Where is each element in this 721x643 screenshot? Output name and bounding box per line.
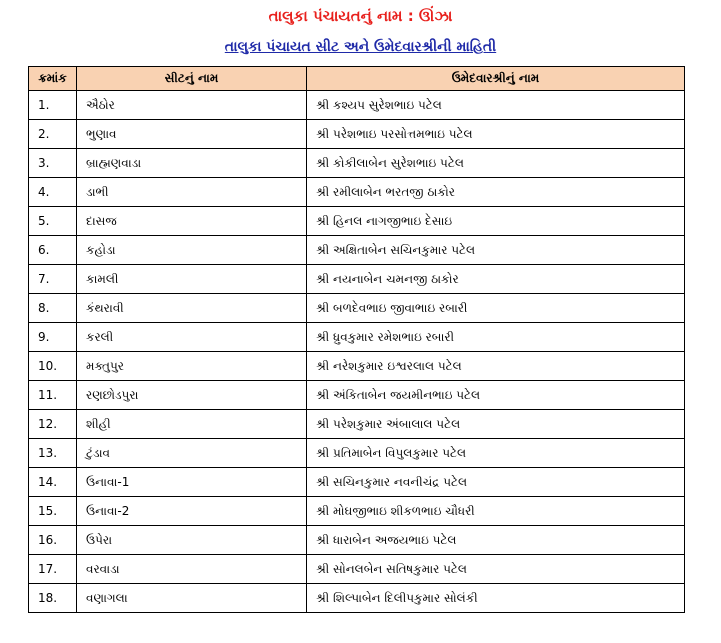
seat-cell: બ્રાહ્મણવાડા <box>77 149 307 178</box>
table-row <box>29 294 685 323</box>
table-body <box>29 91 685 613</box>
seat-cell: ટુંડાવ <box>77 439 307 468</box>
serial-cell: 2. <box>29 120 77 149</box>
table-row <box>29 352 685 381</box>
seat-cell: શીહી <box>77 410 307 439</box>
table-row <box>29 439 685 468</box>
table-row <box>29 584 685 613</box>
serial-cell: 16. <box>29 526 77 555</box>
table-header-row <box>29 67 685 91</box>
table-row <box>29 207 685 236</box>
table-row <box>29 497 685 526</box>
candidate-cell: શ્રી અંકિતાબેન જયમીનભાઇ પટેલ <box>307 381 685 410</box>
serial-cell: 6. <box>29 236 77 265</box>
page-title: તાલુકા પંચાયતનું નામ : ઊંઝા <box>268 7 453 25</box>
serial-cell: 12. <box>29 410 77 439</box>
seat-cell: ઉનાવા-1 <box>77 468 307 497</box>
seat-cell: કહોડા <box>77 236 307 265</box>
candidate-cell: શ્રી સચિનકુમાર નવનીચંદ્ર પટેલ <box>307 468 685 497</box>
candidate-cell: શ્રી પ્રતિમાબેન વિપુલકુમાર પટેલ <box>307 439 685 468</box>
candidate-cell: શ્રી શિલ્પાબેન દિલીપકુમાર સોલંકી <box>307 584 685 613</box>
column-header-seat: સીટનું નામ <box>77 67 307 91</box>
table-row <box>29 410 685 439</box>
serial-cell: 18. <box>29 584 77 613</box>
candidate-cell: શ્રી સોનલબેન સતિષકુમાર પટેલ <box>307 555 685 584</box>
table-row <box>29 265 685 294</box>
serial-cell: 3. <box>29 149 77 178</box>
table-row <box>29 555 685 584</box>
seat-cell: કરલી <box>77 323 307 352</box>
seat-cell: રણછોડપુરા <box>77 381 307 410</box>
serial-cell: 13. <box>29 439 77 468</box>
candidate-cell: શ્રી પરેશકુમાર અંબાલાલ પટેલ <box>307 410 685 439</box>
seat-cell: કંથરાવી <box>77 294 307 323</box>
serial-cell: 7. <box>29 265 77 294</box>
serial-cell: 4. <box>29 178 77 207</box>
seat-cell: ઉનાવા-2 <box>77 497 307 526</box>
candidate-cell: શ્રી ધ્રુવકુમાર રમેશભાઇ રબારી <box>307 323 685 352</box>
candidate-cell: શ્રી રમીલાબેન ભરતજી ઠાકોર <box>307 178 685 207</box>
table-row <box>29 468 685 497</box>
serial-cell: 10. <box>29 352 77 381</box>
seat-cell: ભુણાવ <box>77 120 307 149</box>
serial-cell: 9. <box>29 323 77 352</box>
candidates-table <box>28 66 685 613</box>
candidate-cell: શ્રી હિનલ નાગજીભાઇ દેસાઇ <box>307 207 685 236</box>
table-row <box>29 381 685 410</box>
candidate-cell: શ્રી નયનાબેન ચમનજી ઠાકોર <box>307 265 685 294</box>
serial-cell: 15. <box>29 497 77 526</box>
seat-cell: ઐઠોર <box>77 91 307 120</box>
serial-cell: 1. <box>29 91 77 120</box>
seat-cell: ડાભી <box>77 178 307 207</box>
page-subtitle: તાલુકા પંચાયત સીટ અને ઉમેદવારશ્રીની માહિતી <box>224 39 497 55</box>
candidate-cell: શ્રી કોકીલાબેન સુરેશભાઇ પટેલ <box>307 149 685 178</box>
serial-cell: 11. <box>29 381 77 410</box>
seat-cell: મક્તુપુર <box>77 352 307 381</box>
serial-cell: 17. <box>29 555 77 584</box>
candidate-cell: શ્રી અક્ષિતાબેન સચિનકુમાર પટેલ <box>307 236 685 265</box>
table-row <box>29 323 685 352</box>
seat-cell: કામલી <box>77 265 307 294</box>
candidate-cell: શ્રી નરેશકુમાર ઇશ્વરલાલ પટેલ <box>307 352 685 381</box>
serial-cell: 14. <box>29 468 77 497</box>
table-row <box>29 526 685 555</box>
candidate-cell: શ્રી મોઘજીભાઇ શીકળભાઇ ચૌધરી <box>307 497 685 526</box>
candidate-cell: શ્રી બળદેવભાઇ જીવાભાઇ રબારી <box>307 294 685 323</box>
seat-cell: દાસજ <box>77 207 307 236</box>
seat-cell: ઉપેરા <box>77 526 307 555</box>
column-header-candidate: ઉમેદવારશ્રીનું નામ <box>307 67 685 91</box>
column-header-serial: ક્રમાંક <box>29 67 77 91</box>
seat-cell: વરવાડા <box>77 555 307 584</box>
seat-cell: વણાગલા <box>77 584 307 613</box>
table-row <box>29 178 685 207</box>
table-row <box>29 120 685 149</box>
serial-cell: 5. <box>29 207 77 236</box>
candidate-cell: શ્રી પરેશભાઇ પરસોત્તમભાઇ પટેલ <box>307 120 685 149</box>
table-row <box>29 149 685 178</box>
candidate-cell: શ્રી કશ્યપ સુરેશભાઇ પટેલ <box>307 91 685 120</box>
serial-cell: 8. <box>29 294 77 323</box>
table-row <box>29 91 685 120</box>
table-row <box>29 236 685 265</box>
candidate-cell: શ્રી ધારાબેન અજયભાઇ પટેલ <box>307 526 685 555</box>
